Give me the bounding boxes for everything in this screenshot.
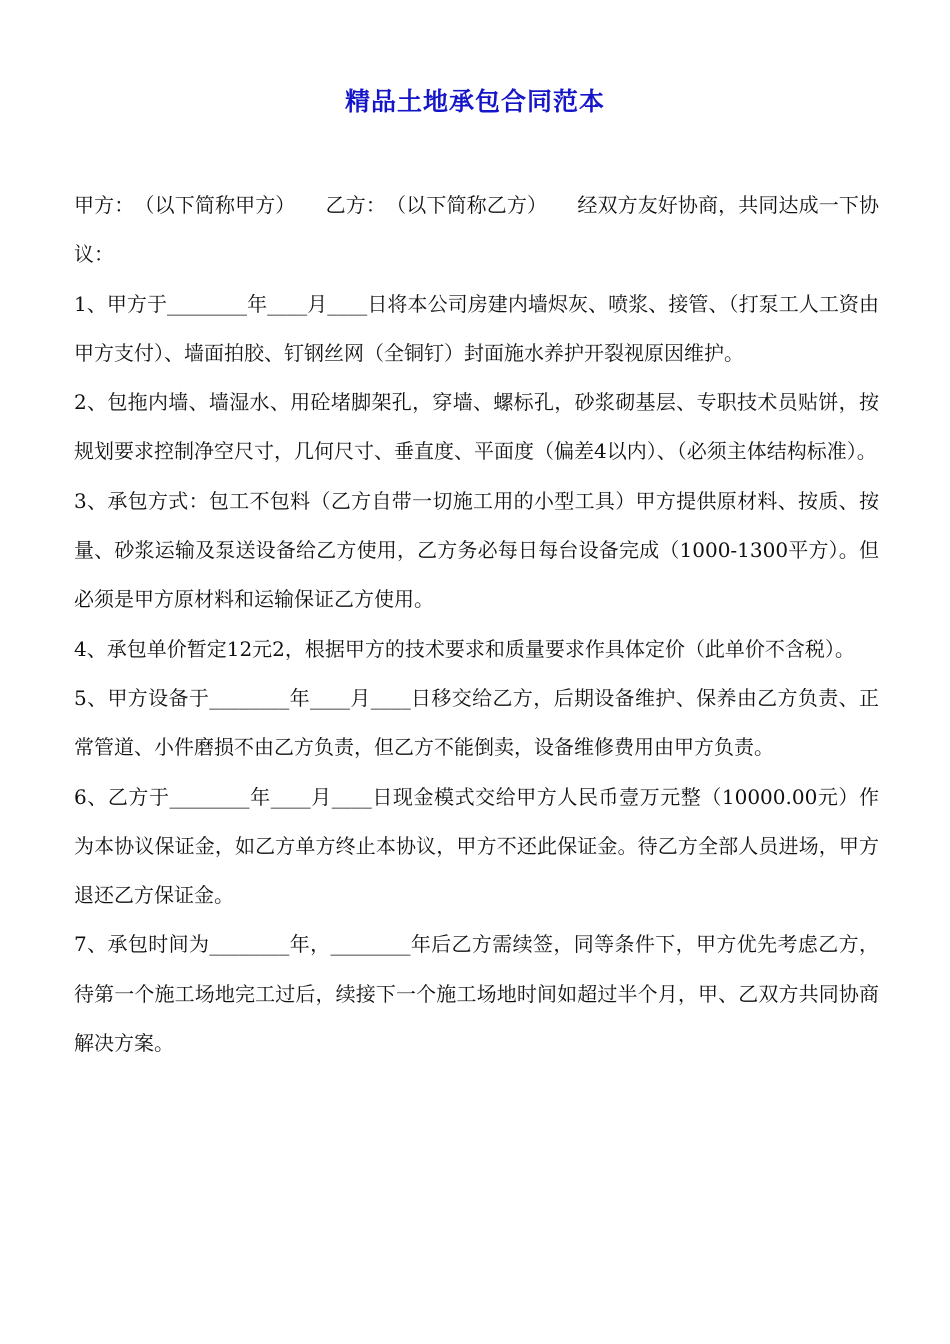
paragraph-clause-2: 2、包拖内墙、墙湿水、用砼堵脚架孔，穿墙、螺标孔，砂浆砌基层、专职技术员贴饼，按规划要求控制净空尺寸，几何尺寸、垂直度、平面度（偏差4以内）、（必须主体结构标准）。: [74, 390, 879, 464]
document-body: [74, 181, 879, 1068]
paragraph-parties: 甲方： （以下简称甲方） 乙方： （以下简称乙方） 经双方友好协商，共同达成一下协议：: [74, 193, 879, 267]
paragraph-clause-1: 1、甲方于________年____月____日将本公司房建内墙烬灰、喷浆、接管、（打泵工人工资由甲方支付）、墙面拍胶、钉钢丝网（全铜钉）封面施水养护开裂视原因维护。: [74, 291, 879, 365]
paragraph-clause-5: 5、甲方设备于________年____月____日移交给乙方，后期设备维护、保养由乙方负责、正常管道、小件磨损不由乙方负责，但乙方不能倒卖，设备维修费用由甲方负责。: [74, 685, 879, 760]
paragraph-clause-3: 3、承包方式：包工不包料（乙方自带一切施工用的小型工具）甲方提供原材料、按质、按量、砂浆运输及泵送设备给乙方使用，乙方务必每日每台设备完成（1000-1300平方）。但必须是甲方原材料和运输保证乙方使用。: [74, 488, 879, 612]
document-title: 精品土地承包合同范本: [344, 87, 605, 116]
paragraph-clause-6: 6、乙方于________年____月____日现金模式交给甲方人民币壹万元整（10000.00元）作为本协议保证金，如乙方单方终止本协议，甲方不还此保证金。待乙方全部人员进场，甲方退还乙方保证金。: [74, 784, 879, 908]
paragraph-clause-4: 4、承包单价暂定12元2，根据甲方的技术要求和质量要求作具体定价（此单价不含税）。: [74, 636, 855, 661]
paragraph-clause-7: 7、承包时间为________年，________年后乙方需续签，同等条件下，甲方优先考虑乙方，待第一个施工场地完工过后，续接下一个施工场地时间如超过半个月，甲、乙双方共同协商解决方案。: [74, 932, 879, 1056]
